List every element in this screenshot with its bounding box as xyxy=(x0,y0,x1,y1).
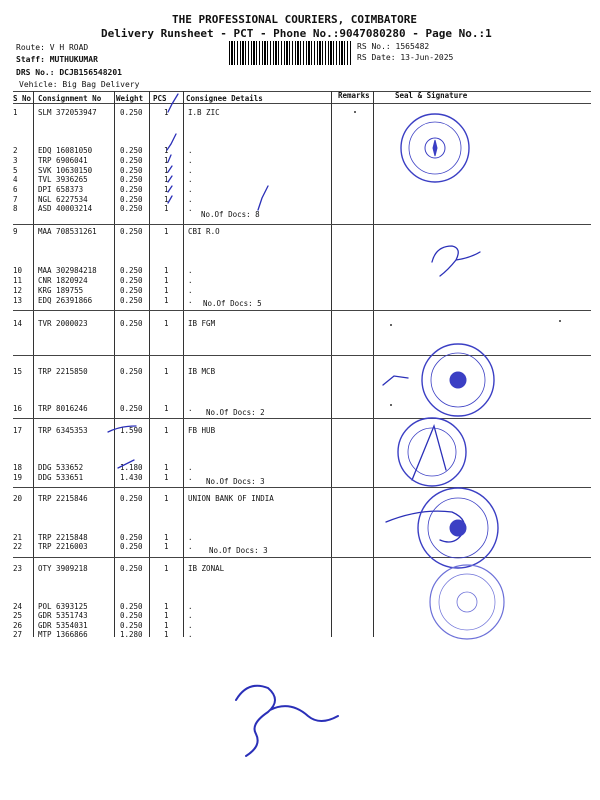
tick-mark xyxy=(258,186,268,210)
row-pcs: 1 xyxy=(164,146,169,155)
row-sno: 12 xyxy=(13,286,23,295)
row-pcs: 1 xyxy=(164,404,169,413)
row-consignee: . xyxy=(188,276,193,285)
row-consignee: CBI R.O xyxy=(188,227,220,236)
row-pcs: 1 xyxy=(164,426,169,435)
row-pcs: 1 xyxy=(164,108,169,117)
col-header-remarks: Remarks xyxy=(338,91,370,100)
row-pcs: 1 xyxy=(164,564,169,573)
row-consignee: . xyxy=(188,185,193,194)
tick-mark xyxy=(108,426,136,432)
row-consignment: TRP 6345353 xyxy=(38,426,88,435)
row-weight: 0.250 xyxy=(120,286,143,295)
row-consignee: . xyxy=(188,404,193,413)
signature xyxy=(432,246,480,276)
row-sno: 18 xyxy=(13,463,23,472)
row-consignment: MTP 1366866 xyxy=(38,630,88,639)
row-weight: 0.250 xyxy=(120,108,143,117)
row-weight: 0.250 xyxy=(120,166,143,175)
row-weight: 0.250 xyxy=(120,266,143,275)
row-sno: 26 xyxy=(13,621,23,630)
col-header-consignment: Consignment No xyxy=(38,94,102,103)
row-pcs: 1 xyxy=(164,602,169,611)
row-sno: 13 xyxy=(13,296,23,305)
doc-count: No.Of Docs: 8 xyxy=(201,210,260,219)
company-title: THE PROFESSIONAL COURIERS, COIMBATORE xyxy=(172,13,418,26)
bank-stamp xyxy=(422,344,494,416)
bank-stamp xyxy=(418,488,498,568)
row-consignment: EDQ 26391866 xyxy=(38,296,93,305)
row-sno: 17 xyxy=(13,426,23,435)
row-sno: 22 xyxy=(13,542,23,551)
row-sno: 5 xyxy=(13,166,18,175)
row-weight: 0.250 xyxy=(120,319,143,328)
tick-mark xyxy=(168,196,172,203)
row-consignee: IB FGM xyxy=(188,319,216,328)
row-sno: 14 xyxy=(13,319,23,328)
row-consignment: SLM 372053947 xyxy=(38,108,97,117)
row-consignee: . xyxy=(188,533,193,542)
row-consignee: . xyxy=(188,266,193,275)
row-consignment: TVL 3936265 xyxy=(38,175,88,184)
row-pcs: 1 xyxy=(164,473,169,482)
row-pcs: 1 xyxy=(164,533,169,542)
vehicle-label: Vehicle: Big Bag Delivery xyxy=(19,80,140,89)
row-consignee: . xyxy=(188,630,193,639)
row-pcs: 1 xyxy=(164,611,169,620)
row-weight: 0.250 xyxy=(120,494,143,503)
row-consignment: TRP 2215846 xyxy=(38,494,88,503)
row-sno: 11 xyxy=(13,276,23,285)
tick-mark xyxy=(168,166,172,172)
row-consignment: TVR 2000023 xyxy=(38,319,88,328)
row-consignee: . xyxy=(188,195,193,204)
signature xyxy=(236,686,338,756)
tick-mark xyxy=(168,186,172,192)
row-weight: 0.250 xyxy=(120,227,143,236)
route-label: Route: V H ROAD xyxy=(16,43,89,52)
row-weight: 0.250 xyxy=(120,602,143,611)
row-weight: 0.250 xyxy=(120,195,143,204)
row-weight: 0.250 xyxy=(120,276,143,285)
row-sno: 9 xyxy=(13,227,18,236)
row-pcs: 1 xyxy=(164,621,169,630)
row-weight: 0.250 xyxy=(120,542,143,551)
row-pcs: 1 xyxy=(164,296,169,305)
col-header-sno: S No xyxy=(13,94,32,103)
row-consignment: TRP 2215848 xyxy=(38,533,88,542)
row-consignment: MAA 302984218 xyxy=(38,266,97,275)
row-sno: 21 xyxy=(13,533,23,542)
tick-mark xyxy=(168,94,178,112)
row-pcs: 1 xyxy=(164,319,169,328)
row-pcs: 1 xyxy=(164,175,169,184)
row-sno: 27 xyxy=(13,630,23,639)
row-consignment: SVK 10630150 xyxy=(38,166,93,175)
row-consignee: . xyxy=(188,204,193,213)
row-consignment: TRP 2215850 xyxy=(38,367,88,376)
row-weight: 1.280 xyxy=(120,630,143,639)
row-consignment: DDG 533652 xyxy=(38,463,84,472)
tick-mark xyxy=(168,176,172,182)
row-consignment: TRP 2216003 xyxy=(38,542,88,551)
col-header-pcs: PCS xyxy=(153,94,167,103)
row-weight: 0.250 xyxy=(120,175,143,184)
row-consignee: I.B ZIC xyxy=(188,108,220,117)
rs-date: RS Date: 13-Jun-2025 xyxy=(357,53,454,62)
row-consignee: IB ZONAL xyxy=(188,564,225,573)
row-consignee: . xyxy=(188,286,193,295)
row-consignment: ASD 40003214 xyxy=(38,204,93,213)
row-consignee: . xyxy=(188,473,193,482)
row-consignment: NGL 6227534 xyxy=(38,195,88,204)
row-consignee: . xyxy=(188,621,193,630)
row-pcs: 1 xyxy=(164,185,169,194)
row-pcs: 1 xyxy=(164,227,169,236)
row-consignment: OTY 3909218 xyxy=(38,564,88,573)
doc-count: No.Of Docs: 3 xyxy=(206,477,265,486)
row-pcs: 1 xyxy=(164,630,169,639)
row-pcs: 1 xyxy=(164,166,169,175)
staff-label: Staff: MUTHUKUMAR xyxy=(16,55,98,64)
col-header-weight: Weight xyxy=(116,94,144,103)
row-consignee: UNION BANK OF INDIA xyxy=(188,494,274,503)
row-weight: 0.250 xyxy=(120,533,143,542)
row-pcs: 1 xyxy=(164,204,169,213)
col-header-consignee: Consignee Details xyxy=(186,94,263,103)
row-consignment: DDG 533651 xyxy=(38,473,84,482)
row-consignment: TRP 6906041 xyxy=(38,156,88,165)
row-pcs: 1 xyxy=(164,286,169,295)
row-consignment: CNR 1820924 xyxy=(38,276,88,285)
row-sno: 24 xyxy=(13,602,23,611)
row-sno: 6 xyxy=(13,185,18,194)
tick-mark xyxy=(118,460,134,468)
row-sno: 2 xyxy=(13,146,18,155)
doc-count: No.Of Docs: 3 xyxy=(209,546,268,555)
row-consignee: . xyxy=(188,296,193,305)
row-pcs: 1 xyxy=(164,195,169,204)
row-sno: 4 xyxy=(13,175,18,184)
row-pcs: 1 xyxy=(164,494,169,503)
row-weight: 0.250 xyxy=(120,296,143,305)
row-sno: 19 xyxy=(13,473,23,482)
row-weight: 0.250 xyxy=(120,156,143,165)
row-sno: 23 xyxy=(13,564,23,573)
doc-count: No.Of Docs: 2 xyxy=(206,408,265,417)
row-weight: 0.250 xyxy=(120,204,143,213)
row-weight: 0.250 xyxy=(120,611,143,620)
bank-stamp xyxy=(401,114,469,182)
row-weight: 0.250 xyxy=(120,185,143,194)
bank-stamp xyxy=(398,418,466,486)
tick-mark xyxy=(168,155,171,162)
row-consignment: GDR 5351743 xyxy=(38,611,88,620)
row-weight: 1.590 xyxy=(120,426,143,435)
row-sno: 7 xyxy=(13,195,18,204)
row-sno: 20 xyxy=(13,494,23,503)
row-sno: 16 xyxy=(13,404,23,413)
row-sno: 3 xyxy=(13,156,18,165)
signature xyxy=(383,376,408,385)
row-consignment: TRP 8016246 xyxy=(38,404,88,413)
row-consignee: . xyxy=(188,602,193,611)
row-consignee: . xyxy=(188,166,193,175)
row-pcs: 1 xyxy=(164,266,169,275)
col-header-seal: Seal & Signature xyxy=(395,91,468,100)
row-sno: 8 xyxy=(13,204,18,213)
row-pcs: 1 xyxy=(164,156,169,165)
row-consignee: . xyxy=(188,156,193,165)
row-consignee: . xyxy=(188,146,193,155)
row-consignee: . xyxy=(188,542,193,551)
row-weight: 0.250 xyxy=(120,367,143,376)
row-pcs: 1 xyxy=(164,276,169,285)
bank-stamp xyxy=(430,565,504,639)
row-consignee: FB HUB xyxy=(188,426,216,435)
row-weight: 0.250 xyxy=(120,146,143,155)
row-sno: 15 xyxy=(13,367,23,376)
row-sno: 25 xyxy=(13,611,23,620)
drs-number: DRS No.: DCJB156548201 xyxy=(16,68,122,77)
row-pcs: 1 xyxy=(164,367,169,376)
row-pcs: 1 xyxy=(164,542,169,551)
row-weight: 0.250 xyxy=(120,621,143,630)
row-consignment: KRG 189755 xyxy=(38,286,84,295)
row-consignment: POL 6393125 xyxy=(38,602,88,611)
row-weight: 0.250 xyxy=(120,404,143,413)
row-sno: 10 xyxy=(13,266,23,275)
tick-mark xyxy=(167,134,176,150)
row-pcs: 1 xyxy=(164,463,169,472)
row-consignment: MAA 708531261 xyxy=(38,227,97,236)
signature xyxy=(412,426,446,480)
rs-number: RS No.: 1565482 xyxy=(357,42,430,51)
row-sno: 1 xyxy=(13,108,18,117)
doc-count: No.Of Docs: 5 xyxy=(203,299,262,308)
row-weight: 1.430 xyxy=(120,473,143,482)
row-weight: 0.250 xyxy=(120,564,143,573)
row-consignment: EDQ 16081050 xyxy=(38,146,93,155)
runsheet-subtitle: Delivery Runsheet - PCT - Phone No.:9047080280 - Page No.:1 xyxy=(101,27,492,40)
row-consignment: DPI 658373 xyxy=(38,185,84,194)
row-consignment: GDR 5354031 xyxy=(38,621,88,630)
row-weight: 1.180 xyxy=(120,463,143,472)
row-consignee: IB MCB xyxy=(188,367,216,376)
row-consignee: . xyxy=(188,611,193,620)
row-consignee: . xyxy=(188,175,193,184)
row-consignee: . xyxy=(188,463,193,472)
